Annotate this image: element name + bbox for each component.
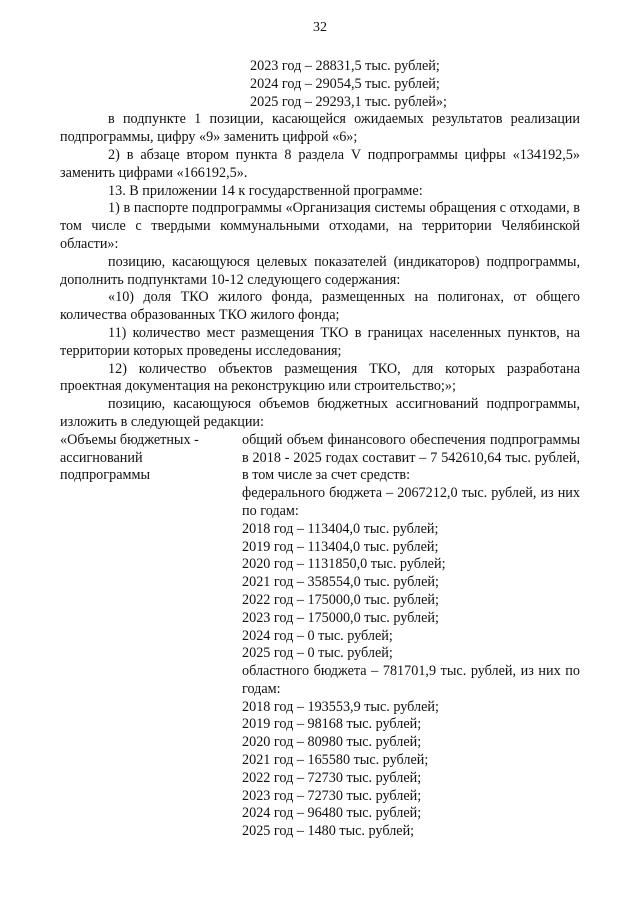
year-line: 2022 год – 175000,0 тыс. рублей; [242, 591, 439, 608]
year-line: 2025 год – 1480 тыс. рублей; [242, 823, 415, 840]
federal-budget-label: федерального бюджета – 2067212,0 тыс. рублей, из них по годам: [242, 485, 580, 519]
year-line: 2022 год – 72730 тыс. рублей; [242, 769, 422, 786]
year-line: 2024 год – 96480 тыс. рублей; [242, 805, 422, 822]
year-line: 2020 год – 1131850,0 тыс. рублей; [242, 556, 446, 573]
year-line: 2018 год – 113404,0 тыс. рублей; [242, 520, 439, 537]
year-line: 2023 год – 28831,5 тыс. рублей; [250, 58, 440, 74]
year-line: 2020 год – 80980 тыс. рублей; [242, 734, 422, 751]
funding-intro: общий объем финансового обеспечения подпрограммы в 2018 - 2025 годах составит – 7 542610,64 тыс. рублей, в том числе за счет средств: [242, 431, 580, 484]
funding-table [60, 432, 580, 841]
paragraph: 1) в паспорте подпрограммы «Организация системы обращения с отходами, в том числе с твердыми коммунальными отходами, на территории Челябинской области»: [60, 200, 580, 252]
paragraph: позицию, касающуюся объемов бюджетных ассигнований подпрограммы, изложить в следующей редакции: [60, 396, 580, 430]
year-line: 2019 год – 98168 тыс. рублей; [242, 716, 422, 733]
top-years-block [60, 58, 580, 111]
page-number: 32 [313, 20, 327, 35]
regional-budget-label: областного бюджета – 781701,9 тыс. рублей, из них по годам: [242, 663, 580, 697]
year-line: 2025 год – 0 тыс. рублей; [242, 645, 393, 662]
document-body [60, 58, 580, 841]
funding-table-label [60, 432, 242, 841]
year-line: 2021 год – 358554,0 тыс. рублей; [242, 574, 439, 591]
label-line: ассигнований [60, 449, 143, 466]
federal-years [242, 521, 580, 663]
year-line: 2019 год – 113404,0 тыс. рублей; [242, 538, 439, 555]
paragraph: позицию, касающуюся целевых показателей (индикаторов) подпрограммы, дополнить подпунктами 10-12 следующего содержания: [60, 253, 580, 288]
label-line: подпрограммы [60, 467, 150, 484]
year-line: 2018 год – 193553,9 тыс. рублей; [242, 698, 439, 715]
regional-years [242, 699, 580, 841]
year-line: 2025 год – 29293,1 тыс. рублей»; [250, 93, 447, 110]
funding-table-value [242, 432, 580, 841]
paragraph: 11) количество мест размещения ТКО в границах населенных пунктов, на территории которых проведены исследования; [60, 324, 580, 359]
paragraph: в подпункте 1 позиции, касающейся ожидаемых результатов реализации подпрограммы, цифру «9» заменить цифрой «6»; [60, 111, 580, 146]
year-line: 2023 год – 175000,0 тыс. рублей; [242, 609, 439, 626]
paragraph: 2) в абзаце втором пункта 8 раздела V подпрограммы цифры «134192,5» заменить цифрами «166192,5». [60, 146, 580, 181]
year-line: 2024 год – 29054,5 тыс. рублей; [250, 75, 440, 92]
year-line: 2021 год – 165580 тыс. рублей; [242, 752, 429, 769]
year-line: 2024 год – 0 тыс. рублей; [242, 627, 393, 644]
year-line: 2023 год – 72730 тыс. рублей; [242, 787, 422, 804]
paragraph: 13. В приложении 14 к государственной программе: [108, 182, 423, 199]
paragraph: «10) доля ТКО жилого фонда, размещенных на полигонах, от общего количества образованных ТКО жилого фонда; [60, 289, 580, 324]
paragraph: 12) количество объектов размещения ТКО, для которых разработана проектная документация на реконструкцию или строительство;»; [60, 360, 580, 395]
label-line: «Объемы бюджетных - [60, 431, 199, 448]
